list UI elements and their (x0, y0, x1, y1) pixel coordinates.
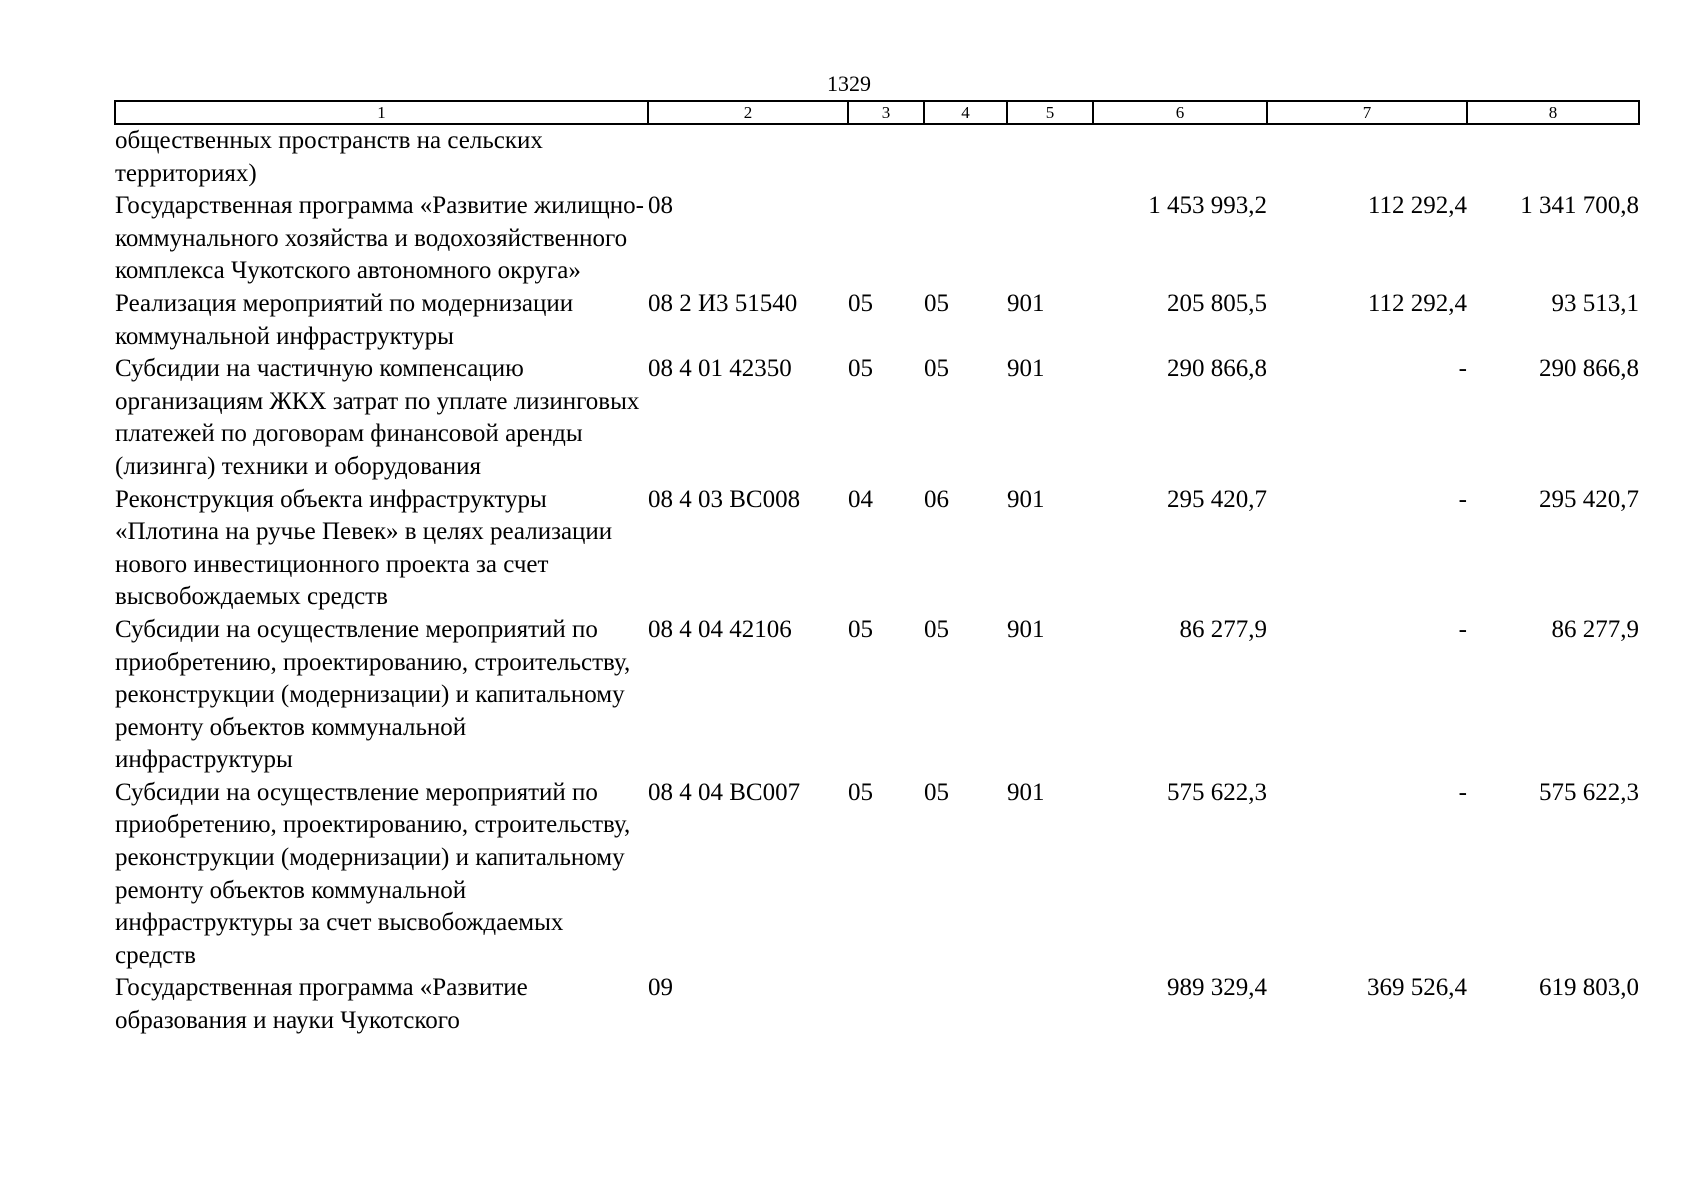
table-row (115, 972, 1639, 1037)
row-code: 08 4 01 42350 (648, 355, 792, 383)
row-col-3 (848, 190, 924, 288)
row-code: 08 4 03 ВС008 (648, 485, 801, 513)
row-col-4: 06 (924, 485, 949, 513)
row-value-6: 295 420,7 (1167, 485, 1267, 513)
table-row (115, 777, 1639, 973)
row-value-7 (1267, 124, 1467, 190)
row-value-6: 575 622,3 (1167, 778, 1267, 806)
header-col-6: 6 (1093, 101, 1267, 124)
row-value-6: 205 805,5 (1167, 289, 1267, 317)
row-code: 08 (648, 192, 673, 220)
row-col-5 (1007, 972, 1093, 1037)
row-col-3 (848, 124, 924, 190)
row-name: Реализация мероприятий по модернизации коммунальной инфраструктуры (115, 289, 574, 350)
row-value-8: 290 866,8 (1539, 355, 1639, 383)
row-col-4 (924, 972, 1007, 1037)
table-body (115, 124, 1639, 1038)
row-name: Субсидии на осуществление мероприятий по приобретению, проектированию, строительству, реконструкции (модернизации) и капитальному ремонту объектов коммунальной инфраструктуры за счет высвобождаемых средств (115, 778, 631, 969)
row-col-3: 05 (848, 355, 873, 383)
row-value-6: 290 866,8 (1167, 355, 1267, 383)
row-col-4: 05 (924, 778, 949, 806)
row-value-8 (1467, 124, 1639, 190)
row-value-7: - (1458, 485, 1467, 513)
budget-table (114, 100, 1640, 1038)
row-code: 08 4 04 ВС007 (648, 778, 801, 806)
row-col-4 (924, 190, 1007, 288)
row-col-4: 05 (924, 615, 949, 643)
row-value-8: 93 513,1 (1551, 289, 1639, 317)
row-col-5: 901 (1007, 778, 1045, 806)
row-col-5 (1007, 124, 1093, 190)
row-name: Субсидии на осуществление мероприятий по приобретению, проектированию, строительству, реконструкции (модернизации) и капитальному ремонту объектов коммунальной инфраструктуры (115, 615, 631, 774)
row-col-3: 05 (848, 778, 873, 806)
table-row (115, 353, 1639, 483)
row-code: 08 2 И3 51540 (648, 289, 798, 317)
table-row (115, 288, 1639, 353)
header-col-5: 5 (1007, 101, 1093, 124)
table-row (115, 124, 1639, 190)
row-value-6: 989 329,4 (1167, 974, 1267, 1002)
header-col-2: 2 (648, 101, 848, 124)
row-value-6 (1093, 124, 1267, 190)
row-col-3: 05 (848, 289, 873, 317)
row-name: общественных пространств на сельских территориях) (115, 127, 543, 187)
table-header (115, 101, 1639, 124)
row-code: 09 (648, 974, 673, 1002)
row-value-8: 1 341 700,8 (1520, 192, 1639, 220)
row-name: Государственная программа «Развитие жилищно-коммунального хозяйства и водохозяйственного комплекса Чукотского автономного округа» (115, 192, 644, 285)
row-value-7: 112 292,4 (1367, 289, 1467, 317)
row-value-8: 575 622,3 (1539, 778, 1639, 806)
row-value-6: 1 453 993,2 (1148, 192, 1267, 220)
row-col-3 (848, 972, 924, 1037)
row-col-4 (924, 124, 1007, 190)
header-col-3: 3 (848, 101, 924, 124)
row-code (648, 124, 848, 190)
row-col-4: 05 (924, 289, 949, 317)
row-col-5: 901 (1007, 289, 1045, 317)
header-col-4: 4 (924, 101, 1007, 124)
row-value-7: 369 526,4 (1367, 974, 1467, 1002)
row-value-7: - (1458, 615, 1467, 643)
row-col-4: 05 (924, 355, 949, 383)
row-col-5: 901 (1007, 355, 1045, 383)
row-name: Государственная программа «Развитие образования и науки Чукотского (115, 974, 528, 1035)
row-col-3: 04 (848, 485, 873, 513)
row-name: Субсидии на частичную компенсацию организациям ЖКХ затрат по уплате лизинговых платежей по договорам финансовой аренды (лизинга) техники и оборудования (115, 355, 640, 480)
row-col-5: 901 (1007, 485, 1045, 513)
row-col-3: 05 (848, 615, 873, 643)
row-value-8: 619 803,0 (1539, 974, 1639, 1002)
header-col-8: 8 (1467, 101, 1639, 124)
header-col-7: 7 (1267, 101, 1467, 124)
row-value-6: 86 277,9 (1179, 615, 1267, 643)
page-number: 1329 (827, 71, 871, 96)
table-row (115, 190, 1639, 288)
row-value-8: 86 277,9 (1551, 615, 1639, 643)
row-code: 08 4 04 42106 (648, 615, 792, 643)
row-value-7: 112 292,4 (1367, 192, 1467, 220)
header-row (115, 101, 1639, 124)
row-value-8: 295 420,7 (1539, 485, 1639, 513)
row-value-7: - (1458, 355, 1467, 383)
row-value-7: - (1458, 778, 1467, 806)
row-col-5: 901 (1007, 615, 1045, 643)
header-col-1: 1 (115, 101, 648, 124)
row-name: Реконструкция объекта инфраструктуры «Плотина на ручье Певек» в целях реализации нового инвестиционного проекта за счет высвобождаемых средств (115, 485, 613, 611)
table-row (115, 484, 1639, 614)
row-col-5 (1007, 190, 1093, 288)
table-row (115, 614, 1639, 777)
